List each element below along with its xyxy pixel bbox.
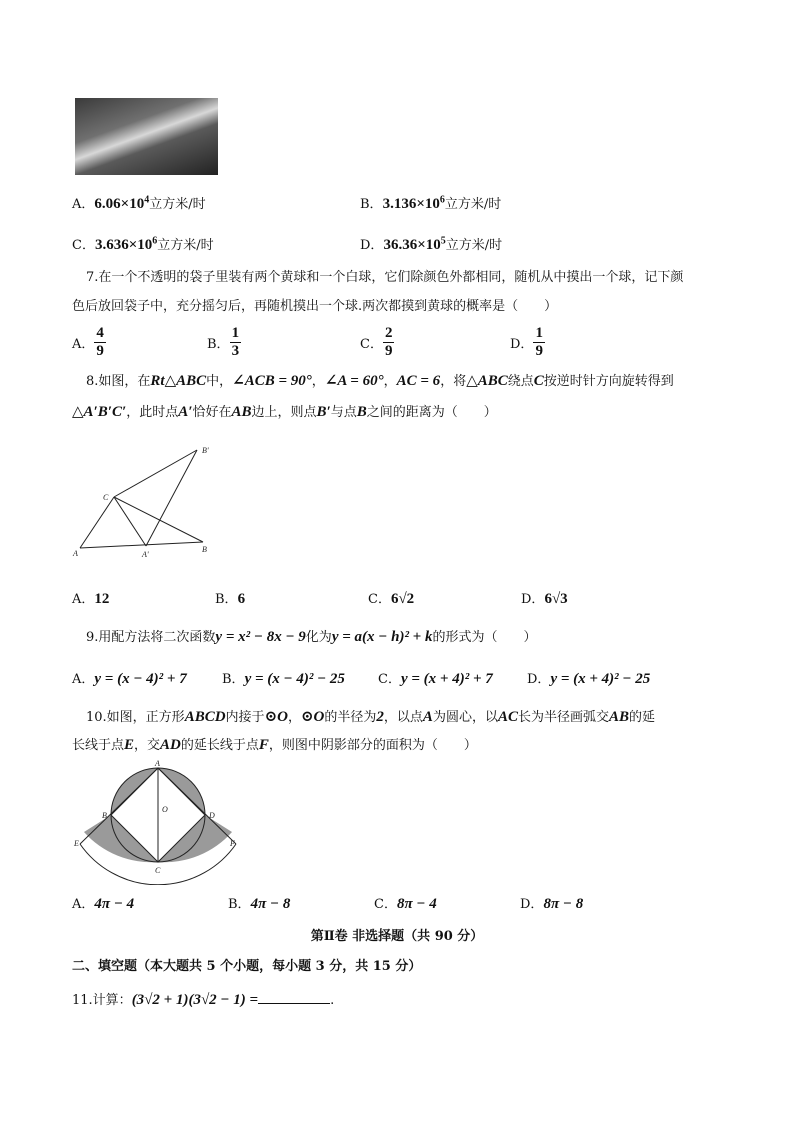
label-a-prime: A' — [142, 550, 149, 559]
answer-blank[interactable] — [258, 991, 330, 1004]
q8-triangle-figure — [70, 440, 230, 565]
label-e: E — [74, 839, 79, 848]
q8-stem-line2: △A′B′C′，此时点A′恰好在AB边上，则点B′与点B之间的距离为（ ） — [72, 404, 497, 420]
q9-option-a[interactable]: A．y = (x − 4)² + 7 — [72, 671, 187, 687]
fraction: $\frac{1}{9}$ — [535, 325, 543, 359]
label-b: B — [202, 545, 207, 554]
q9-option-c[interactable]: C．y = (x + 4)² + 7 — [378, 671, 493, 687]
segment-cb — [114, 497, 203, 542]
q11-stem: 11.计算：(3√2 + 1)(3√2 − 1) = . — [72, 992, 335, 1008]
fraction: $\frac{2}{9}$ — [384, 325, 393, 359]
q7-option-b[interactable]: B． $\frac{1}{3}$ — [207, 325, 240, 359]
q8-option-d[interactable]: D．6√3 — [521, 591, 568, 607]
q7-option-d[interactable]: D． $\frac{1}{9}$ — [510, 325, 543, 359]
q10-option-c[interactable]: C．8π − 4 — [374, 896, 437, 912]
label-b-prime: B' — [202, 446, 209, 455]
fraction: $\frac{4}{9}$ — [96, 325, 104, 359]
q6-option-d[interactable]: D．$36.36\times 10^5$立方米/时 — [360, 235, 503, 253]
q8-option-b[interactable]: B．6 — [215, 591, 246, 607]
label-o: O — [162, 805, 168, 814]
q8-option-a[interactable]: A．12 — [72, 591, 110, 607]
fill-in-section-title: 二、填空题（本大题共 5 个小题，每小题 3 分，共 15 分） — [72, 959, 422, 974]
q7-stem-line1: 7.在一个不透明的袋子里装有两个黄球和一个白球，它们除颜色外都相同，随机从中摸出一个球，记下颜 — [86, 270, 684, 285]
label-c: C — [155, 866, 161, 875]
q7-stem-line2: 色后放回袋子中，充分摇匀后，再随机摸出一个球.两次都摸到黄球的概率是（ ） — [72, 299, 558, 314]
q8-stem-line1: 8.如图，在Rt△ABC中，∠ACB = 90°，∠A = 60°，AC = 6，将△ABC绕点C按逆时针方向旋转得到 — [86, 373, 674, 389]
q9-option-d[interactable]: D．y = (x + 4)² − 25 — [527, 671, 651, 687]
fraction: $\frac{1}{3}$ — [231, 325, 240, 359]
label-c: C — [103, 493, 109, 502]
segment-ab — [80, 542, 203, 548]
segment-ca-prime — [114, 497, 146, 546]
label-b: B — [102, 811, 107, 820]
waterfall-photo — [75, 98, 218, 175]
part2-title: 第Ⅱ卷 非选择题（共 90 分） — [310, 929, 484, 944]
q10-option-d[interactable]: D．8π − 8 — [520, 896, 584, 912]
q9-stem: 9.用配方法将二次函数y = x² − 8x − 9化为y = a(x − h)² + k的形式为（ ） — [86, 629, 537, 645]
q9-option-b[interactable]: B．y = (x − 4)² − 25 — [222, 671, 345, 687]
label-d: D — [209, 811, 215, 820]
q6-option-b[interactable]: B．$3.136\times 10^6$立方米/时 — [360, 194, 502, 212]
q10-circle-figure — [72, 760, 242, 885]
q10-stem-line2: 长线于点E，交AD的延长线于点F，则图中阴影部分的面积为（ ） — [72, 737, 477, 753]
label-a: A — [73, 549, 78, 558]
segment-ac — [80, 497, 114, 548]
q10-stem-line1: 10.如图，正方形ABCD内接于⊙O，⊙O的半径为2，以点A为圆心，以AC长为半径画弧交AB的延 — [86, 709, 656, 725]
q10-option-b[interactable]: B．4π − 8 — [228, 896, 291, 912]
label-a: A — [155, 760, 160, 768]
q6-option-a[interactable]: A．$6.06\times 10^4$立方米/时 — [72, 194, 206, 212]
q7-option-a[interactable]: A． $\frac{4}{9}$ — [72, 325, 104, 359]
q10-option-a[interactable]: A．4π − 4 — [72, 896, 135, 912]
q6-option-c[interactable]: C．$3.636\times 10^6$立方米/时 — [72, 235, 214, 253]
q8-option-c[interactable]: C．6√2 — [368, 591, 415, 607]
label-f: F — [230, 839, 235, 848]
q7-option-c[interactable]: C． $\frac{2}{9}$ — [360, 325, 393, 359]
